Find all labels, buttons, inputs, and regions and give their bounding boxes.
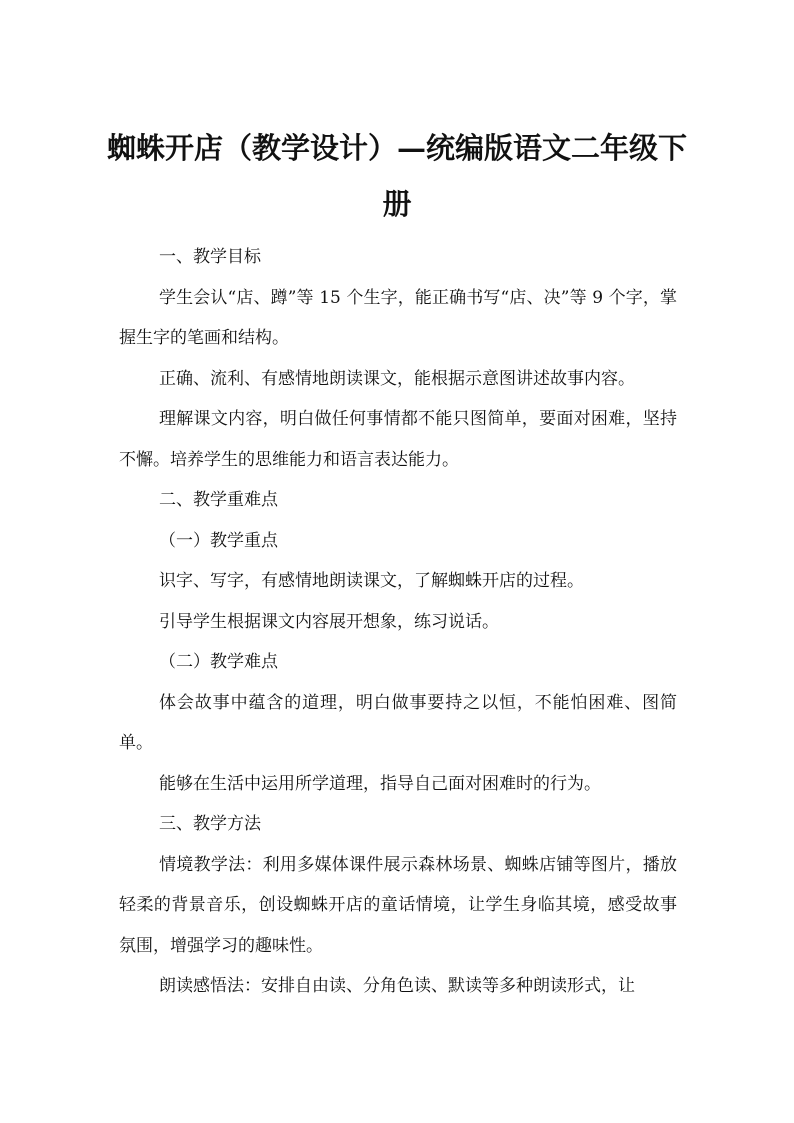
subheading-key-points: （一）教学重点 xyxy=(159,530,278,551)
paragraph-difficulty-1: 体会故事中蕴含的道理，明白做事要持之以恒，不能怕困难、图简单。 xyxy=(119,692,677,753)
section-heading-key-points: 二、教学重难点 xyxy=(159,490,278,510)
paragraph-difficulty-2: 能够在生活中运用所学道理，指导自己面对困难时的行为。 xyxy=(159,773,601,794)
document-title: 蜘蛛开店（教学设计）—统编版语文二年级下册 xyxy=(106,131,687,221)
section-heading-objectives: 一、教学目标 xyxy=(159,247,261,267)
paragraph-method-situational: 情境教学法：利用多媒体课件展示森林场景、蜘蛛店铺等图片，播放轻柔的背景音乐，创设蜘蛛开店的童话情境，让学生身临其境，感受故事氛围，增强学习的趣味性。 xyxy=(119,854,677,956)
paragraph-key-point-1: 识字、写字，有感情地朗读课文，了解蜘蛛开店的过程。 xyxy=(159,571,584,591)
paragraph-objective-2: 正确、流利、有感情地朗读课文，能根据示意图讲述故事内容。 xyxy=(159,368,635,389)
paragraph-key-point-2: 引导学生根据课文内容展开想象，练习说话。 xyxy=(159,611,499,632)
document-body xyxy=(119,237,677,1007)
paragraph-objective-1: 学生会认“店、蹲”等 15 个生字，能正确书写“店、决”等 9 个字，掌握生字的笔画和结构。 xyxy=(119,287,677,348)
paragraph-method-reading: 朗读感悟法：安排自由读、分角色读、默读等多种朗读形式，让 xyxy=(159,976,635,996)
paragraph-objective-3: 理解课文内容，明白做任何事情都不能只图简单，要面对困难，坚持不懈。培养学生的思维能力和语言表达能力。 xyxy=(119,409,677,470)
section-heading-methods: 三、教学方法 xyxy=(159,814,261,834)
subheading-difficulties: （二）教学难点 xyxy=(159,652,278,672)
